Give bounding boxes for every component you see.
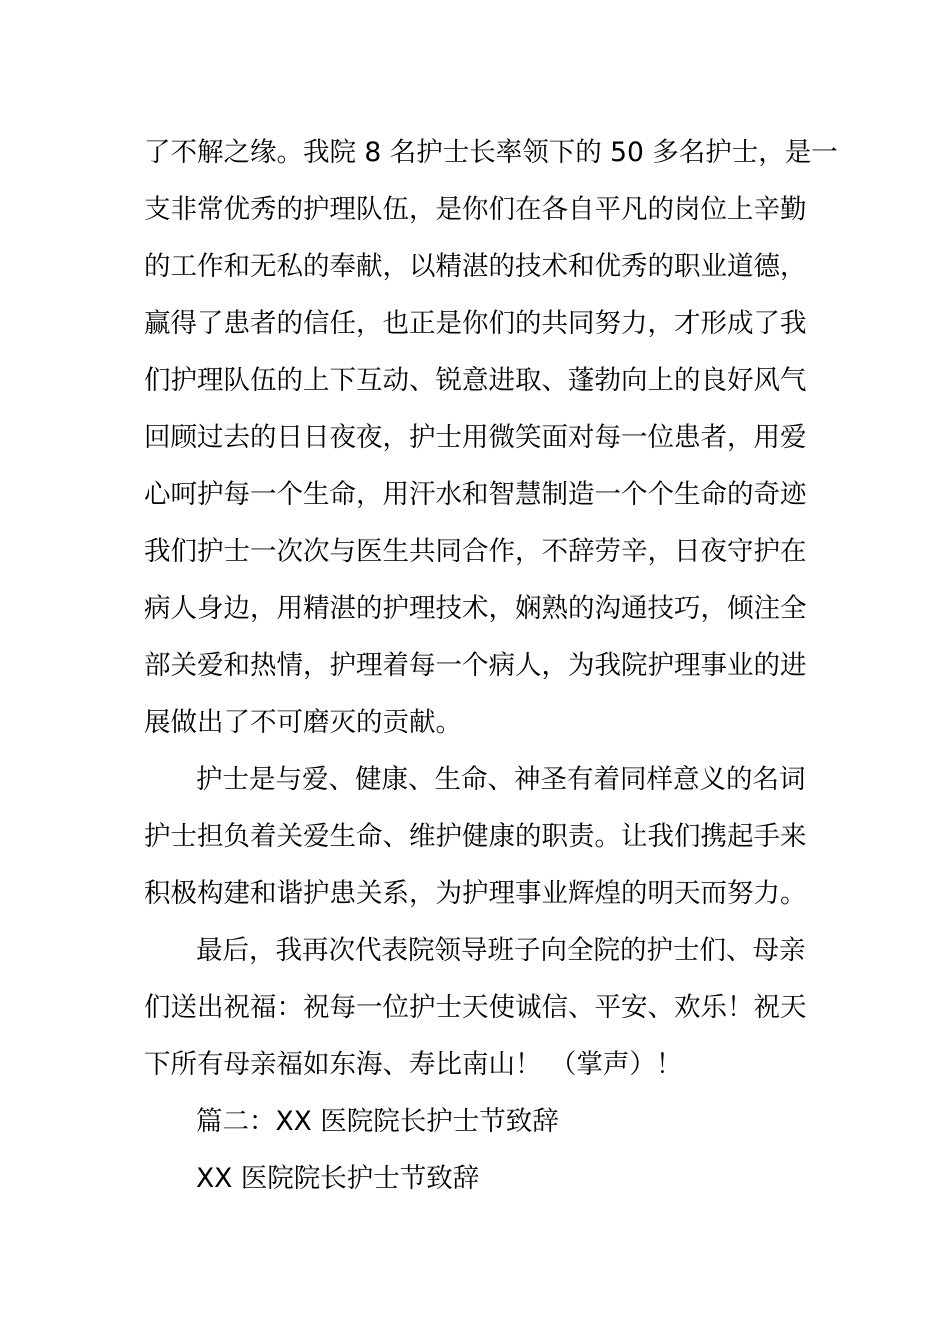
- paragraph-line: 下所有母亲福如东海、寿比南山！ （掌声）！: [144, 1049, 683, 1080]
- paragraph-line: 回顾过去的日日夜夜，护士用微笑面对每一位患者，用爱: [144, 422, 807, 453]
- paragraph-line: 们送出祝福：祝每一位护士天使诚信、平安、欢乐！祝天: [144, 992, 807, 1023]
- document-title: XX 医院院长护士节致辞: [196, 1163, 480, 1194]
- paragraph-line: 护士是与爱、健康、生命、神圣有着同样意义的名词: [196, 764, 806, 795]
- paragraph-line: 们护理队伍的上下互动、锐意进取、蓬勃向上的良好风气: [144, 365, 807, 396]
- paragraph-line: 了不解之缘。我院 8 名护士长率领下的 50 多名护士，是一: [144, 137, 838, 168]
- paragraph-line: 最后，我再次代表院领导班子向全院的护士们、母亲: [196, 935, 806, 966]
- paragraph-line: 积极构建和谐护患关系，为护理事业辉煌的明天而努力。: [144, 878, 807, 909]
- section-heading: 篇二：XX 医院院长护士节致辞: [196, 1106, 559, 1137]
- paragraph-line: 我们护士一次次与医生共同合作，不辞劳辛，日夜守护在: [144, 536, 807, 567]
- paragraph-line: 支非常优秀的护理队伍，是你们在各自平凡的岗位上辛勤: [144, 194, 807, 225]
- paragraph-line: 心呵护每一个生命，用汗水和智慧制造一个个生命的奇迹: [144, 479, 807, 510]
- paragraph-line: 部关爱和热情，护理着每一个病人，为我院护理事业的进: [144, 650, 807, 681]
- paragraph-line: 护士担负着关爱生命、维护健康的职责。让我们携起手来: [144, 821, 807, 852]
- paragraph-line: 病人身边，用精湛的护理技术，娴熟的沟通技巧，倾注全: [144, 593, 807, 624]
- paragraph-line: 的工作和无私的奉献，以精湛的技术和优秀的职业道德，: [144, 251, 807, 282]
- paragraph-line: 赢得了患者的信任，也正是你们的共同努力，才形成了我: [144, 308, 807, 339]
- paragraph-line: 展做出了不可磨灭的贡献。: [144, 707, 462, 738]
